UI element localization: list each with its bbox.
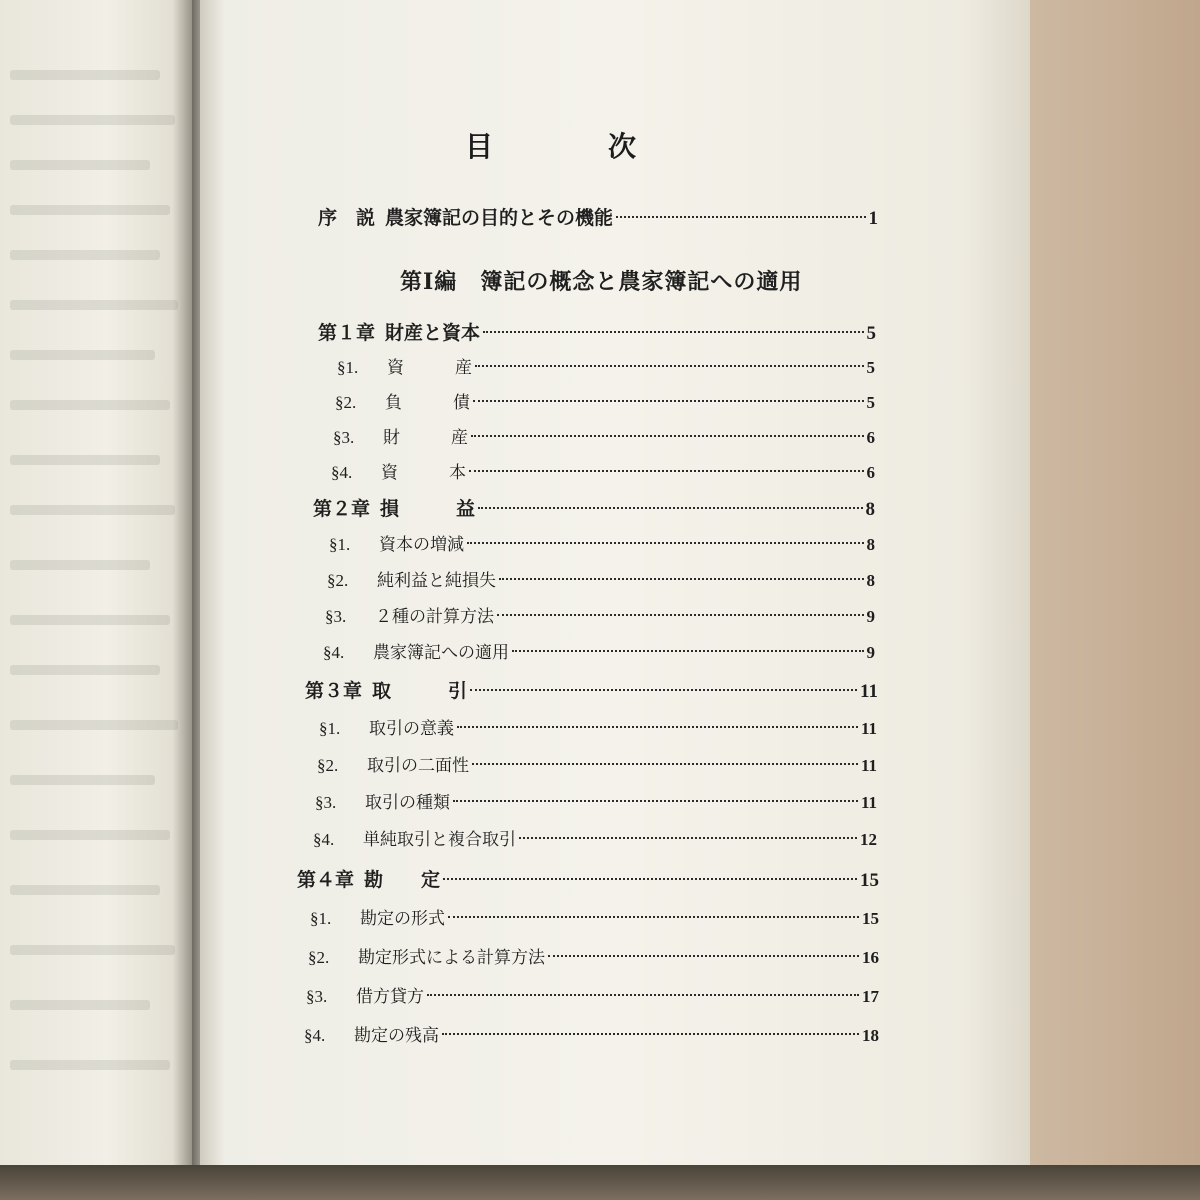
bleed-through-text <box>10 350 155 360</box>
leader-dots <box>467 542 864 544</box>
page-number: 18 <box>862 1026 879 1045</box>
section-title: 純利益と純損失 <box>377 571 496 591</box>
page-number: 6 <box>866 463 875 482</box>
section-number: §3. <box>306 987 328 1006</box>
table-surface <box>0 1165 1200 1200</box>
leader-dots <box>470 689 857 691</box>
page-number: 15 <box>862 909 879 928</box>
chapter-label: 第３章 <box>305 680 363 702</box>
bleed-through-text <box>10 560 150 570</box>
toc-entry-preface <box>318 203 878 230</box>
bleed-through-text <box>10 205 170 215</box>
toc-entry-section <box>327 566 875 591</box>
bleed-through-text <box>10 1060 170 1070</box>
toc-entry-section <box>337 353 875 378</box>
page-number: 6 <box>866 428 875 447</box>
leader-dots <box>616 216 865 218</box>
section-number: §4. <box>313 830 335 849</box>
page-number: 1 <box>868 208 878 229</box>
leader-dots <box>475 365 864 367</box>
preface-title: 農家簿記の目的とその機能 <box>385 207 614 229</box>
leader-dots <box>457 726 858 728</box>
bleed-through-text <box>10 250 160 260</box>
toc-entry-chapter <box>305 676 878 703</box>
toc-entry-chapter <box>313 494 875 521</box>
section-number: §2. <box>308 948 330 967</box>
bleed-through-text <box>10 505 175 515</box>
chapter-label: 第２章 <box>313 498 371 520</box>
part-heading <box>400 265 802 296</box>
section-title: 勘定形式による計算方法 <box>358 948 545 968</box>
chapter-title: 財産と資本 <box>385 322 481 344</box>
leader-dots <box>483 331 863 333</box>
section-number: §3. <box>315 793 337 812</box>
chapter-title: 取 引 <box>372 680 468 702</box>
section-number: §1. <box>329 535 351 554</box>
section-title: 取引の二面性 <box>367 756 469 776</box>
bleed-through-text <box>10 830 170 840</box>
section-number: §2. <box>317 756 339 775</box>
section-number: §1. <box>310 909 332 928</box>
leader-dots <box>499 578 864 580</box>
section-number: §1. <box>337 358 359 377</box>
bleed-through-text <box>10 70 160 80</box>
page-number: 8 <box>866 571 875 590</box>
leader-dots <box>471 435 864 437</box>
chapter-label: 第１章 <box>318 322 376 344</box>
section-title: 勘定の残高 <box>354 1026 439 1046</box>
page-number: 5 <box>866 393 875 412</box>
bleed-through-text <box>10 885 160 895</box>
page-number: 9 <box>866 643 875 662</box>
preface-label: 序 説 <box>318 207 376 229</box>
part-title: 簿記の概念と農家簿記への適用 <box>480 269 803 295</box>
book-cover-edge <box>1030 0 1200 1200</box>
section-number: §4. <box>323 643 345 662</box>
toc-entry-chapter <box>297 865 879 892</box>
chapter-label: 第４章 <box>297 869 355 891</box>
section-number: §1. <box>319 719 341 738</box>
leader-dots <box>512 650 864 652</box>
leader-dots <box>548 955 859 957</box>
part-label: 第Ⅰ編 <box>400 269 458 295</box>
leader-dots <box>473 400 864 402</box>
toc-title-char-2: 次 <box>608 130 637 163</box>
page-number: 15 <box>860 870 879 891</box>
toc-entry-section <box>308 943 879 968</box>
chapter-title: 損 益 <box>380 498 476 520</box>
leader-dots <box>427 994 859 996</box>
toc-entry-section <box>306 982 879 1007</box>
right-page <box>200 0 1030 1200</box>
section-title: 負 債 <box>385 393 470 413</box>
toc-entry-section <box>317 751 877 776</box>
page-number: 8 <box>866 535 875 554</box>
chapter-title: 勘 定 <box>364 869 441 891</box>
bleed-through-text <box>10 455 160 465</box>
leader-dots <box>478 507 862 509</box>
page-number: 9 <box>866 607 875 626</box>
leader-dots <box>469 470 864 472</box>
section-title: 勘定の形式 <box>360 909 445 929</box>
leader-dots <box>442 1033 859 1035</box>
section-title: 農家簿記への適用 <box>373 643 509 663</box>
leader-dots <box>448 916 859 918</box>
toc-entry-section <box>331 458 875 483</box>
section-title: 借方貸方 <box>356 987 424 1007</box>
page-number: 11 <box>860 756 877 775</box>
bleed-through-text <box>10 1000 150 1010</box>
section-title: 財 産 <box>383 428 468 448</box>
section-number: §2. <box>335 393 357 412</box>
section-title: 取引の意義 <box>369 719 454 739</box>
bleed-through-text <box>10 665 160 675</box>
page-number: 5 <box>866 358 875 377</box>
section-number: §4. <box>304 1026 326 1045</box>
bleed-through-text <box>10 115 175 125</box>
page-number: 5 <box>866 323 876 344</box>
page-number: 12 <box>860 830 877 849</box>
toc-entry-section <box>310 904 879 929</box>
toc-entry-section <box>313 825 877 850</box>
section-title: 単純取引と複合取引 <box>363 830 516 850</box>
toc-entry-section <box>329 530 875 555</box>
bleed-through-text <box>10 945 175 955</box>
toc-entry-section <box>333 423 875 448</box>
section-title: 資 産 <box>387 358 472 378</box>
leader-dots <box>519 837 857 839</box>
leader-dots <box>497 614 864 616</box>
page-number: 8 <box>865 499 875 520</box>
page-number: 11 <box>860 793 877 812</box>
leader-dots <box>453 800 858 802</box>
section-title: 資 本 <box>381 463 466 483</box>
toc-entry-section <box>323 638 875 663</box>
section-number: §2. <box>327 571 349 590</box>
section-title: 資本の増減 <box>379 535 464 555</box>
bleed-through-text <box>10 775 155 785</box>
section-title: ２種の計算方法 <box>375 607 494 627</box>
page-number: 11 <box>860 681 878 702</box>
toc-entry-chapter <box>318 318 876 345</box>
bleed-through-text <box>10 160 150 170</box>
toc-entry-section <box>304 1021 879 1046</box>
page-number: 17 <box>862 987 879 1006</box>
left-page <box>0 0 196 1200</box>
section-number: §3. <box>325 607 347 626</box>
toc-entry-section <box>325 602 875 627</box>
bleed-through-text <box>10 615 170 625</box>
page-number: 16 <box>862 948 879 967</box>
bleed-through-text <box>10 300 178 310</box>
section-number: §4. <box>331 463 353 482</box>
section-title: 取引の種類 <box>365 793 450 813</box>
toc-entry-section <box>315 788 877 813</box>
toc-entry-section <box>319 714 877 739</box>
section-number: §3. <box>333 428 355 447</box>
toc-title <box>465 125 636 165</box>
toc-title-char-1: 目 <box>465 130 494 163</box>
bleed-through-text <box>10 720 178 730</box>
bleed-through-text <box>10 400 170 410</box>
leader-dots <box>443 878 857 880</box>
leader-dots <box>472 763 858 765</box>
toc-entry-section <box>335 388 875 413</box>
page-number: 11 <box>860 719 877 738</box>
